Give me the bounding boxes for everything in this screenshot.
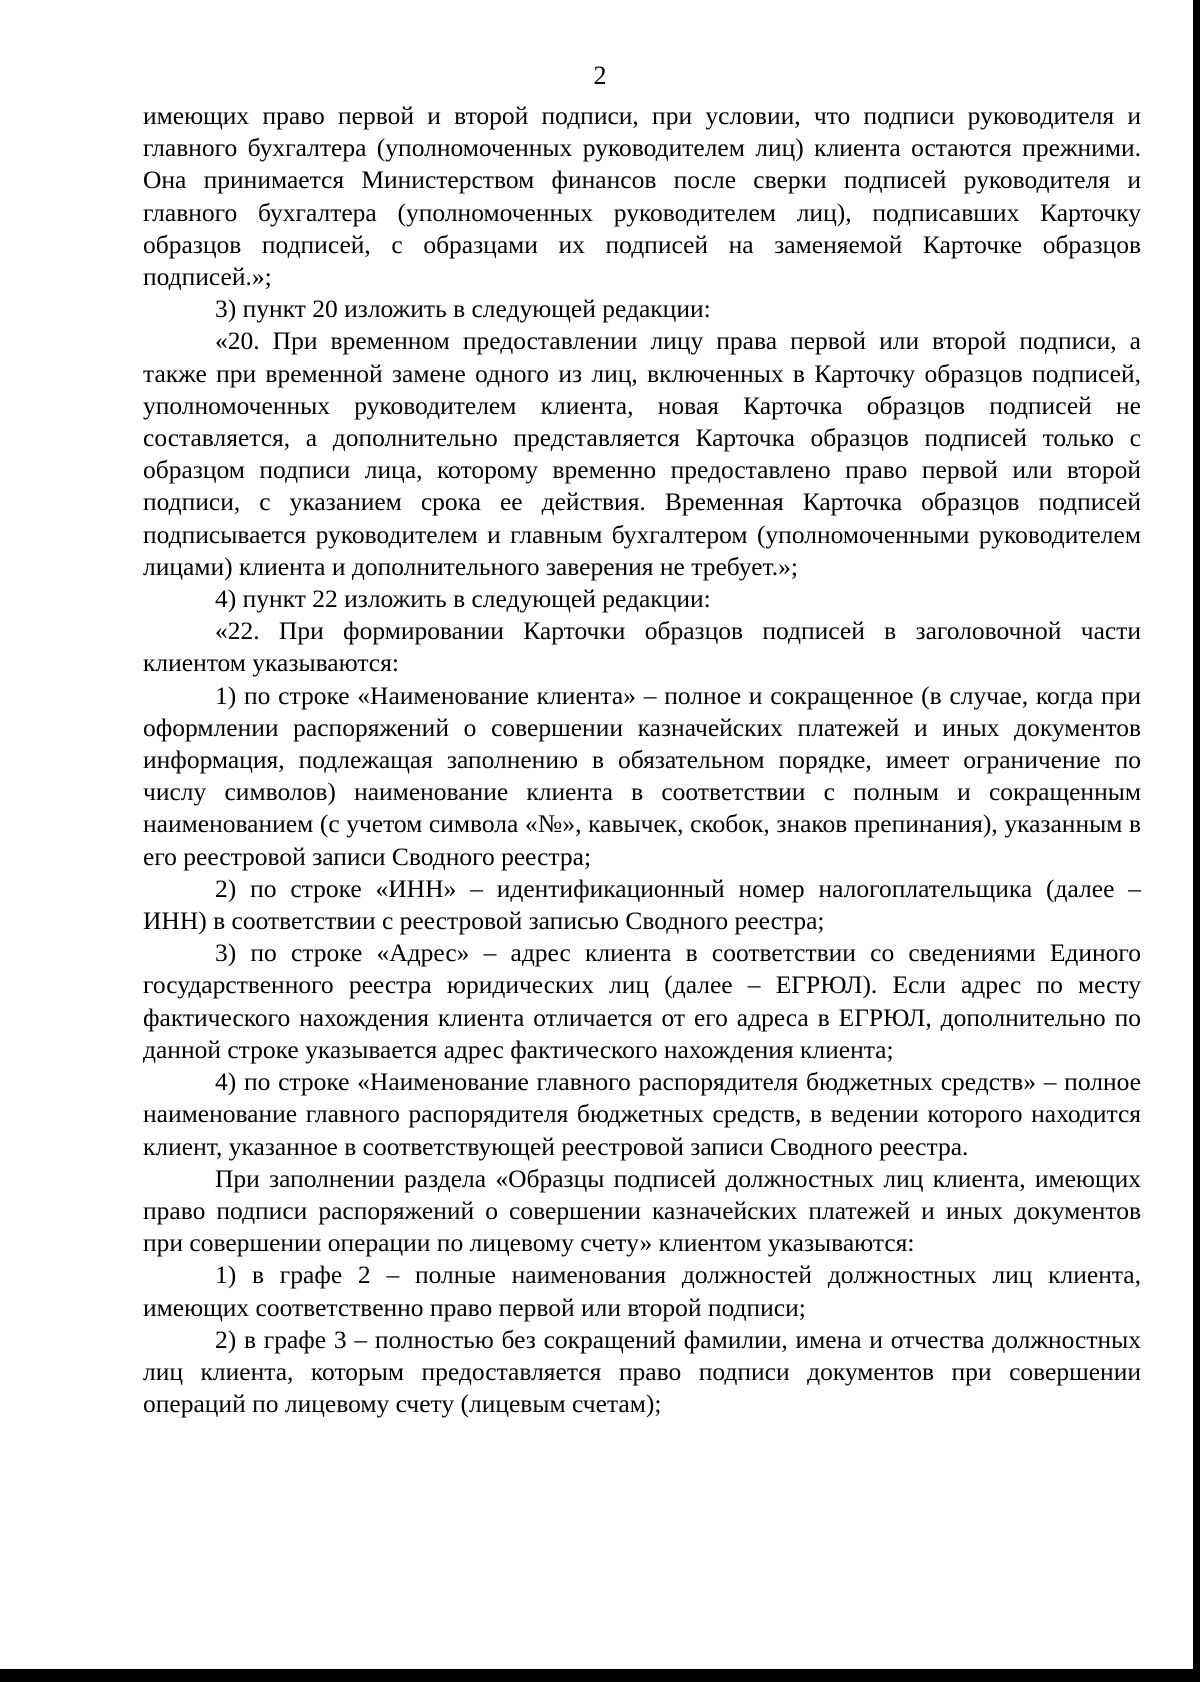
paragraph-column-2: 1) в графе 2 – полные наименования должностей должностных лиц клиента, имеющих соответственно право первой или второй подписи; [143, 1260, 1141, 1322]
paragraph-signatures-section: При заполнении раздела «Образцы подписей должностных лиц клиента, имеющих право подписи распоряжений о совершении казначейских платежей и иных документов при совершении операции по лицевому счету» клиентом указываются: [143, 1163, 1141, 1258]
page-number: 2 [593, 61, 607, 90]
paragraph-subitem-4-chief-administrator: 4) по строке «Наименование главного распорядителя бюджетных средств» – полное наименование главного распорядителя бюджетных средств, в ведении которого находится клиент, указанное в соответствующей реестровой записи Сводного реестра. [143, 1067, 1141, 1161]
paragraph-item-3: 3) пункт 20 изложить в следующей редакции: [215, 294, 711, 324]
paragraph-subitem-1-client-name: 1) по строке «Наименование клиента» – полное и сокращенное (в случае, когда при оформлении распоряжений о совершении казначейских платежей и иных документов информация, подлежащая заполнению в обязательном порядке, имеет ограничение по числу символов) наименование клиента в соответствии с полным и сокращенным наименованием (с учетом символа «№», кавычек, скобок, знаков препинания), указанным в его реестровой записи Сводного реестра; [143, 680, 1141, 871]
paragraph-continuation: имеющих право первой и второй подписи, при условии, что подписи руководителя и главного бухгалтера (уполномоченных руководителем лиц) клиента остаются прежними. Она принимается Министерством финансов после сверки подписей руководителя и главного бухгалтера (уполномоченных руководителем лиц), подписавших Карточку образцов подписей, с образцами их подписей на заменяемой Карточке образцов подписей.»; [143, 101, 1141, 292]
paragraph-subitem-3-address: 3) по строке «Адрес» – адрес клиента в соответствии со сведениями Единого государственного реестра юридических лиц (далее – ЕГРЮЛ). Если адрес по месту фактического нахождения клиента отличается от его адреса в ЕГРЮЛ, дополнительно по данной строке указывается адрес фактического нахождения клиента; [143, 938, 1141, 1064]
document-body [143, 100, 1141, 1420]
paragraph-point-22: «22. При формировании Карточки образцов подписей в заголовочной части клиентом указываются: [143, 616, 1141, 678]
paragraph-column-3: 2) в графе 3 – полностью без сокращений фамилии, имена и отчества должностных лиц клиента, которым предоставляется право подписи документов при совершении операций по лицевому счету (лицевым счетам); [143, 1324, 1141, 1419]
paragraph-subitem-2-inn: 2) по строке «ИНН» – идентификационный номер налогоплательщика (далее – ИНН) в соответствии с реестровой записью Сводного реестра; [143, 873, 1141, 936]
paragraph-point-20: «20. При временном предоставлении лицу права первой или второй подписи, а также при временной замене одного из лиц, включенных в Карточку образцов подписей, уполномоченных руководителем клиента, новая Карточка образцов подписей не составляется, а дополнительно представляется Карточка образцов подписей только с образцом подписи лица, которому временно предоставлено право первой или второй подписи, с указанием срока ее действия. Временная Карточка образцов подписей подписывается руководителем и главным бухгалтером (уполномоченными руководителем лицами) клиента и дополнительного заверения не требует.»; [143, 326, 1141, 581]
paragraph-item-4: 4) пункт 22 изложить в следующей редакции: [215, 584, 711, 614]
